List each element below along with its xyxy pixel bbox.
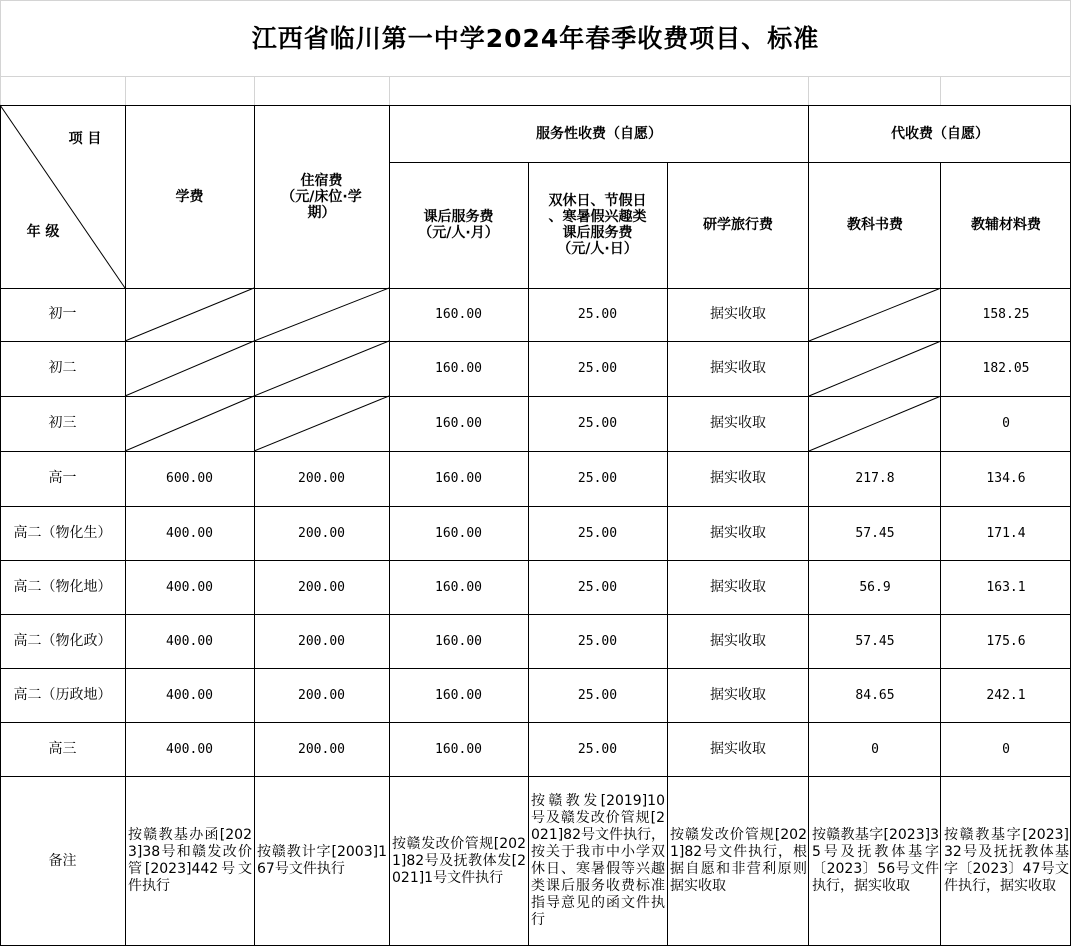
cell-study-trip: 据实收取 xyxy=(710,686,766,703)
cell-study-trip: 据实收取 xyxy=(710,578,766,595)
cell-study-trip: 据实收取 xyxy=(710,524,766,541)
cell-aux-material: 163.1 xyxy=(986,579,1026,595)
cell-grade: 初二 xyxy=(48,360,77,376)
notes-label: 备注 xyxy=(48,852,77,869)
cell-grade: 高二（物化生） xyxy=(13,524,112,541)
cell-lodging: 200.00 xyxy=(298,741,345,757)
cell-after-school: 160.00 xyxy=(435,687,482,703)
cell-study-trip: 据实收取 xyxy=(710,632,766,649)
cell-holiday: 25.00 xyxy=(577,525,618,541)
cell-tuition: 600.00 xyxy=(166,471,213,486)
cell-after-school: 160.00 xyxy=(435,633,482,649)
header-service-group: 服务性收费（自愿） xyxy=(536,125,662,142)
cell-lodging: 200.00 xyxy=(298,687,345,703)
note-study-trip: 按赣发改价管规[2021]82号文件执行，根据自愿和非营利原则据实收取 xyxy=(670,827,807,894)
cell-after-school: 160.00 xyxy=(435,361,482,376)
cell-study-trip: 据实收取 xyxy=(710,740,766,757)
cell-lodging: 200.00 xyxy=(298,471,345,486)
cell-lodging: 200.00 xyxy=(298,579,345,595)
page-title: 江西省临川第一中学2024年春季收费项目、标准 xyxy=(251,23,820,53)
header-textbook: 教科书费 xyxy=(847,217,903,233)
cell-grade: 高二（物化地） xyxy=(13,578,112,595)
cell-after-school: 160.00 xyxy=(435,525,482,541)
cell-grade: 高三 xyxy=(48,740,77,757)
cell-aux-material: 0 xyxy=(1002,741,1010,757)
not-applicable-diagonal xyxy=(254,341,389,396)
not-applicable-diagonal xyxy=(809,396,941,451)
not-applicable-diagonal xyxy=(254,396,389,451)
cell-holiday: 25.00 xyxy=(577,579,618,595)
cell-lodging: 200.00 xyxy=(298,525,345,541)
cell-after-school: 160.00 xyxy=(435,416,482,431)
note-holiday: 按赣教发[2019]10号及赣发改价管规[2021]82号文件执行，按关于我市中小学双休日、寒暑假等兴趣类课后服务收费标准指导意见的函文件执行 xyxy=(531,793,665,928)
cell-aux-material: 242.1 xyxy=(986,687,1026,703)
cell-study-trip: 据实收取 xyxy=(710,360,766,376)
cell-textbook: 57.45 xyxy=(855,525,895,541)
cell-aux-material: 0 xyxy=(1002,416,1010,431)
header-aux-material: 教辅材料费 xyxy=(971,217,1041,233)
cell-grade: 初三 xyxy=(48,415,77,431)
cell-holiday: 25.00 xyxy=(577,633,618,649)
cell-textbook: 84.65 xyxy=(855,687,895,703)
header-study-trip: 研学旅行费 xyxy=(703,217,773,233)
header-agency-group: 代收费（自愿） xyxy=(891,125,989,142)
cell-lodging: 200.00 xyxy=(298,633,345,649)
cell-holiday: 25.00 xyxy=(577,416,618,431)
cell-tuition: 400.00 xyxy=(166,633,213,649)
header-lodging: 住宿费 （元/床位·学 期） xyxy=(281,172,362,221)
cell-tuition: 400.00 xyxy=(166,741,213,757)
cell-tuition: 400.00 xyxy=(166,525,213,541)
note-tuition: 按赣教基办函[2023]38号和赣发改价管[2023]442号文件执行 xyxy=(128,827,252,894)
note-aux-material: 按赣教基字[2023]32号及抚抚教体基字〔2023〕47号文件执行，据实收取 xyxy=(944,827,1069,894)
note-after-school: 按赣发改价管规[2021]82号及抚教体发[2021]1号文件执行 xyxy=(392,835,526,886)
cell-grade: 初一 xyxy=(48,306,77,322)
cell-textbook: 217.8 xyxy=(855,471,895,486)
cell-study-trip: 据实收取 xyxy=(710,415,766,431)
cell-aux-material: 175.6 xyxy=(986,633,1026,649)
corner-grade-label: 年 级 xyxy=(26,224,60,240)
cell-after-school: 160.00 xyxy=(435,471,482,486)
header-after-school: 课后服务费 （元/人·月） xyxy=(418,209,499,241)
not-applicable-diagonal xyxy=(125,396,254,451)
cell-after-school: 160.00 xyxy=(435,741,482,757)
cell-tuition: 400.00 xyxy=(166,687,213,703)
cell-holiday: 25.00 xyxy=(577,471,618,486)
cell-grade: 高一 xyxy=(48,470,77,486)
cell-textbook: 0 xyxy=(871,741,879,757)
cell-aux-material: 171.4 xyxy=(986,525,1026,541)
note-textbook: 按赣教基字[2023]35号及抚教体基字〔2023〕56号文件执行，据实收取 xyxy=(812,827,939,894)
note-lodging: 按赣教计字[2003]167号文件执行 xyxy=(257,844,387,877)
cell-textbook: 57.45 xyxy=(855,633,895,649)
not-applicable-diagonal xyxy=(809,341,941,396)
cell-aux-material: 134.6 xyxy=(986,471,1026,486)
cell-holiday: 25.00 xyxy=(577,741,618,757)
not-applicable-diagonal xyxy=(125,341,254,396)
corner-item-label: 项 目 xyxy=(68,131,102,147)
cell-holiday: 25.00 xyxy=(577,687,618,703)
header-holiday-service: 双休日、节假日 、寒暑假兴趣类 课后服务费 （元/人·日） xyxy=(548,193,647,257)
cell-after-school: 160.00 xyxy=(435,579,482,595)
cell-aux-material: 158.25 xyxy=(982,307,1030,322)
not-applicable-diagonal xyxy=(125,288,254,341)
cell-aux-material: 182.05 xyxy=(982,361,1030,376)
cell-study-trip: 据实收取 xyxy=(710,306,766,322)
cell-holiday: 25.00 xyxy=(577,307,618,322)
header-tuition: 学费 xyxy=(175,188,204,205)
not-applicable-diagonal xyxy=(254,288,389,341)
cell-holiday: 25.00 xyxy=(577,361,618,376)
not-applicable-diagonal xyxy=(809,288,941,341)
cell-tuition: 400.00 xyxy=(166,579,213,595)
cell-study-trip: 据实收取 xyxy=(710,470,766,486)
cell-grade: 高二（物化政） xyxy=(13,632,112,649)
cell-grade: 高二（历政地） xyxy=(13,686,112,703)
cell-textbook: 56.9 xyxy=(859,579,891,595)
cell-after-school: 160.00 xyxy=(435,307,482,322)
